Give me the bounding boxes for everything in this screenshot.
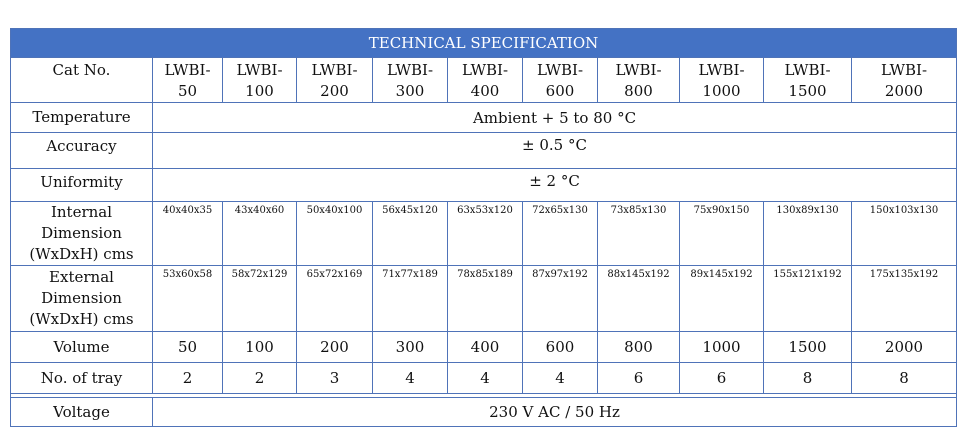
- internal-dimension-cell: 40x40x35: [153, 202, 223, 266]
- trays-cell: 6: [680, 363, 764, 394]
- trays-label: No. of tray: [11, 363, 153, 394]
- volume-cell: 2000: [852, 332, 957, 363]
- trays-cell: 4: [373, 363, 448, 394]
- trays-cell: 2: [223, 363, 297, 394]
- external-dimension-row: [11, 266, 957, 332]
- cat-no-label: Cat No.: [11, 58, 153, 103]
- accuracy-value: ± 0.5 °C: [153, 133, 957, 169]
- header-row: [11, 58, 957, 103]
- voltage-value: 230 V AC / 50 Hz: [153, 398, 957, 427]
- internal-dimension-cell: 63x53x120: [448, 202, 523, 266]
- uniformity-row: [11, 169, 957, 202]
- model-header: LWBI- 1500: [764, 58, 852, 103]
- external-dimension-cell: 175x135x192: [852, 266, 957, 332]
- external-dimension-cell: 88x145x192: [598, 266, 680, 332]
- internal-dimension-cell: 75x90x150: [680, 202, 764, 266]
- technical-specification-table: [10, 28, 957, 427]
- external-dimension-cell: 58x72x129: [223, 266, 297, 332]
- external-dimension-cell: 87x97x192: [523, 266, 598, 332]
- volume-label: Volume: [11, 332, 153, 363]
- volume-cell: 200: [297, 332, 373, 363]
- spec-table-container: [10, 28, 956, 427]
- external-dimension-cell: 53x60x58: [153, 266, 223, 332]
- internal-dimension-cell: 150x103x130: [852, 202, 957, 266]
- model-header: LWBI- 800: [598, 58, 680, 103]
- internal-dimension-label: Internal Dimension (WxDxH) cms: [11, 202, 153, 266]
- trays-cell: 6: [598, 363, 680, 394]
- internal-dimension-cell: 43x40x60: [223, 202, 297, 266]
- voltage-label: Voltage: [11, 398, 153, 427]
- model-header: LWBI- 400: [448, 58, 523, 103]
- volume-row: [11, 332, 957, 363]
- external-dimension-cell: 71x77x189: [373, 266, 448, 332]
- model-header: LWBI- 600: [523, 58, 598, 103]
- volume-cell: 1500: [764, 332, 852, 363]
- volume-cell: 800: [598, 332, 680, 363]
- uniformity-value: ± 2 °C: [153, 169, 957, 202]
- volume-cell: 1000: [680, 332, 764, 363]
- internal-dimension-cell: 56x45x120: [373, 202, 448, 266]
- uniformity-label: Uniformity: [11, 169, 153, 202]
- external-dimension-cell: 155x121x192: [764, 266, 852, 332]
- model-header: LWBI- 2000: [852, 58, 957, 103]
- trays-cell: 8: [852, 363, 957, 394]
- model-header: LWBI- 100: [223, 58, 297, 103]
- model-header: LWBI- 50: [153, 58, 223, 103]
- volume-cell: 600: [523, 332, 598, 363]
- internal-dimension-row: [11, 202, 957, 266]
- internal-dimension-cell: 130x89x130: [764, 202, 852, 266]
- internal-dimension-cell: 72x65x130: [523, 202, 598, 266]
- volume-cell: 300: [373, 332, 448, 363]
- internal-dimension-cell: 73x85x130: [598, 202, 680, 266]
- temperature-row: [11, 103, 957, 133]
- model-header: LWBI- 300: [373, 58, 448, 103]
- external-dimension-cell: 78x85x189: [448, 266, 523, 332]
- trays-cell: 3: [297, 363, 373, 394]
- trays-row: [11, 363, 957, 394]
- trays-cell: 4: [448, 363, 523, 394]
- external-dimension-label: External Dimension (WxDxH) cms: [11, 266, 153, 332]
- internal-dimension-cell: 50x40x100: [297, 202, 373, 266]
- model-header: LWBI- 200: [297, 58, 373, 103]
- trays-cell: 2: [153, 363, 223, 394]
- volume-cell: 400: [448, 332, 523, 363]
- model-header: LWBI- 1000: [680, 58, 764, 103]
- volume-cell: 100: [223, 332, 297, 363]
- table-title: TECHNICAL SPECIFICATION: [11, 29, 957, 58]
- accuracy-row: [11, 133, 957, 169]
- volume-cell: 50: [153, 332, 223, 363]
- temperature-label: Temperature: [11, 103, 153, 133]
- voltage-row: [11, 398, 957, 427]
- temperature-value: Ambient + 5 to 80 °C: [153, 103, 957, 133]
- trays-cell: 4: [523, 363, 598, 394]
- accuracy-label: Accuracy: [11, 133, 153, 169]
- external-dimension-cell: 65x72x169: [297, 266, 373, 332]
- trays-cell: 8: [764, 363, 852, 394]
- external-dimension-cell: 89x145x192: [680, 266, 764, 332]
